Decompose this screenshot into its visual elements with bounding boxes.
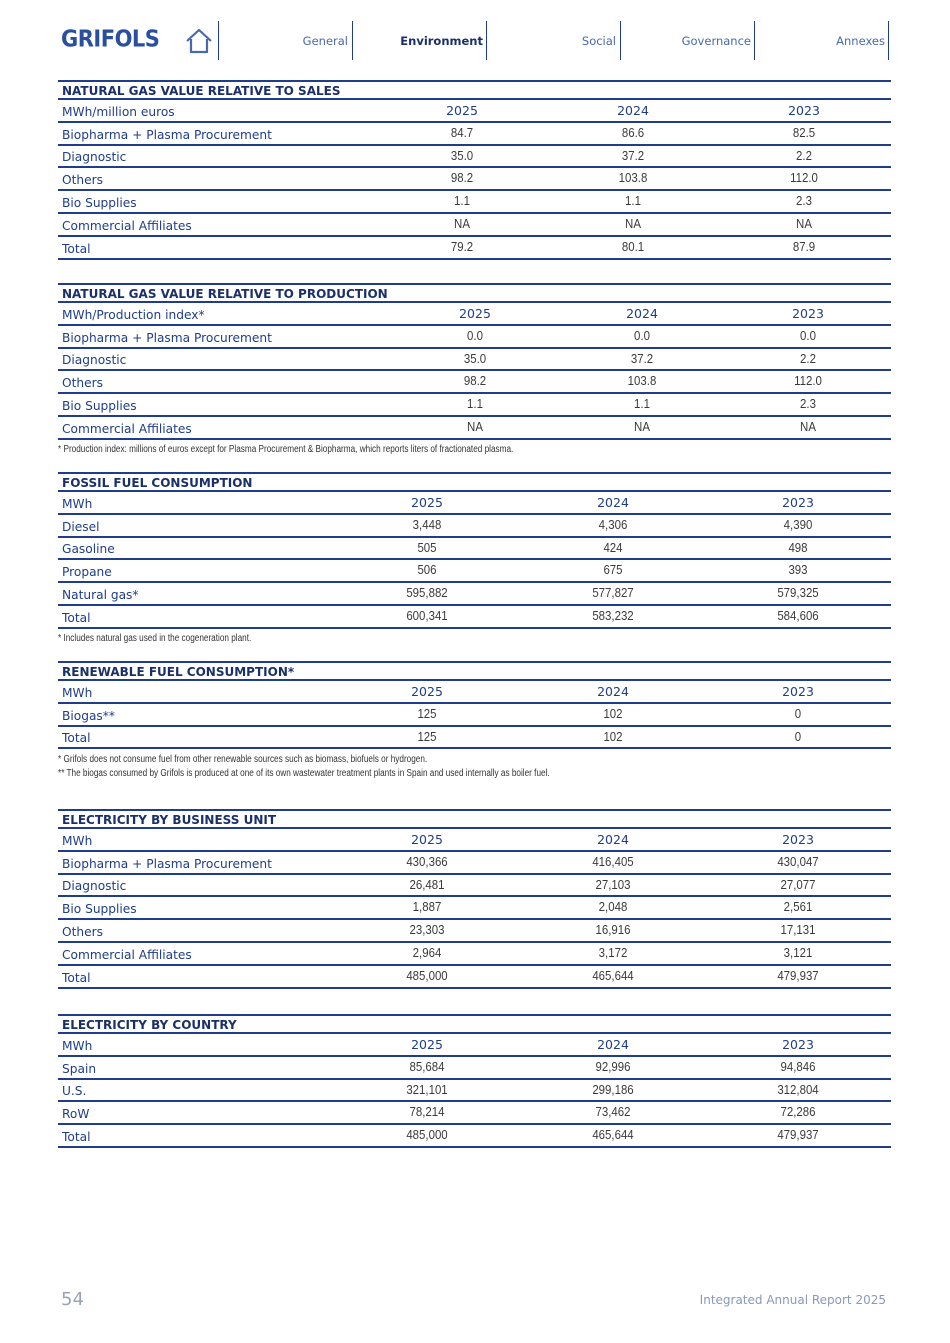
cell-value: 0 xyxy=(794,728,802,744)
year-header: 2023 xyxy=(782,832,814,847)
table-row xyxy=(58,897,891,920)
row-label: Diagnostic xyxy=(62,879,127,894)
footnote: ** The biogas consumed by Grifols is produced at one of its own wastewater treatment plants in Spain and used internally as boiler fuel. xyxy=(58,768,550,779)
cell-value: 87.9 xyxy=(792,238,816,254)
cell-value: 27,077 xyxy=(780,876,816,892)
nav-divider xyxy=(486,21,487,60)
cell-value: 0.0 xyxy=(634,327,650,343)
cell-value: 0.0 xyxy=(800,327,816,343)
year-header: 2023 xyxy=(782,495,814,510)
cell-value: 86.6 xyxy=(621,124,645,140)
nav-divider xyxy=(888,21,889,60)
cell-value: 583,232 xyxy=(592,607,634,623)
cell-value: 430,047 xyxy=(777,853,819,869)
cell-value: 17,131 xyxy=(780,922,816,938)
row-label: Others xyxy=(62,924,103,939)
year-header: 2025 xyxy=(411,495,443,510)
row-label: Biogas** xyxy=(62,708,115,723)
cell-value: 94,846 xyxy=(780,1058,816,1074)
year-header: 2025 xyxy=(446,103,478,118)
row-label: Others xyxy=(62,376,103,391)
cell-value: 2,048 xyxy=(598,899,628,915)
table-header-row xyxy=(58,1034,891,1057)
table-header-row xyxy=(58,681,891,704)
cell-value: 1.1 xyxy=(467,396,483,412)
row-label: Bio Supplies xyxy=(62,195,137,210)
cell-value: 1.1 xyxy=(625,193,641,209)
cell-value: 0.0 xyxy=(467,327,483,343)
nav-annexes[interactable]: Annexes xyxy=(836,34,885,48)
table-title: ELECTRICITY BY BUSINESS UNIT xyxy=(58,809,891,829)
year-header: 2025 xyxy=(411,684,443,699)
table-header-row xyxy=(58,492,891,515)
table-header-row xyxy=(58,100,891,123)
table-row xyxy=(58,852,891,875)
cell-value: 0 xyxy=(794,705,802,721)
table-row xyxy=(58,191,891,214)
nav-divider xyxy=(218,21,219,60)
row-label: Biopharma + Plasma Procurement xyxy=(62,330,272,345)
footnote: * Production index: millions of euros except for Plasma Procurement & Biopharma, which reports liters of fractionated plasma. xyxy=(58,444,514,455)
cell-value: 1.1 xyxy=(634,396,650,412)
table-header-row xyxy=(58,829,891,852)
cell-value: NA xyxy=(467,418,483,434)
row-label: Bio Supplies xyxy=(62,398,137,413)
year-header: 2024 xyxy=(597,495,629,510)
row-label: Commercial Affiliates xyxy=(62,218,192,233)
cell-value: 73,462 xyxy=(595,1104,631,1120)
row-label: Gasoline xyxy=(62,542,115,557)
cell-value: 85,684 xyxy=(409,1058,445,1074)
table-row xyxy=(58,606,891,629)
cell-value: 675 xyxy=(603,562,623,578)
nav-divider xyxy=(352,21,353,60)
table-row xyxy=(58,326,891,349)
cell-value: 479,937 xyxy=(777,967,819,983)
cell-value: 2.2 xyxy=(796,147,812,163)
page-number: 54 xyxy=(61,1289,84,1310)
row-label: Bio Supplies xyxy=(62,902,137,917)
cell-value: 498 xyxy=(788,539,808,555)
year-header: 2025 xyxy=(459,306,491,321)
cell-value: 23,303 xyxy=(409,922,445,938)
cell-value: 82.5 xyxy=(792,124,816,140)
row-label: Total xyxy=(62,610,91,625)
year-header: 2023 xyxy=(782,684,814,699)
table-row xyxy=(58,168,891,191)
cell-value: 37.2 xyxy=(621,147,645,163)
unit-label: MWh xyxy=(62,496,93,511)
natural-gas-production-table xyxy=(58,283,891,440)
table-row xyxy=(58,349,891,372)
cell-value: 505 xyxy=(417,539,437,555)
nav-environment[interactable]: Environment xyxy=(400,34,483,48)
cell-value: 416,405 xyxy=(592,853,634,869)
row-label: Diagnostic xyxy=(62,150,127,165)
cell-value: 584,606 xyxy=(777,607,819,623)
cell-value: 2,964 xyxy=(412,944,442,960)
row-label: Total xyxy=(62,970,91,985)
cell-value: 393 xyxy=(788,562,808,578)
row-label: Propane xyxy=(62,565,112,580)
row-label: Total xyxy=(62,731,91,746)
cell-value: 312,804 xyxy=(777,1081,819,1097)
unit-label: MWh/million euros xyxy=(62,104,175,119)
table-row xyxy=(58,146,891,169)
cell-value: 112.0 xyxy=(790,170,818,186)
cell-value: 92,996 xyxy=(595,1058,631,1074)
cell-value: 577,827 xyxy=(592,585,634,601)
cell-value: 102 xyxy=(603,705,623,721)
fossil-fuel-table xyxy=(58,472,891,629)
table-row xyxy=(58,966,891,989)
nav-governance[interactable]: Governance xyxy=(681,34,751,48)
cell-value: 26,481 xyxy=(409,876,445,892)
year-header: 2023 xyxy=(782,1037,814,1052)
unit-label: MWh xyxy=(62,833,93,848)
table-row xyxy=(58,583,891,606)
cell-value: 1.1 xyxy=(454,193,470,209)
table-title: ELECTRICITY BY COUNTRY xyxy=(58,1014,891,1034)
row-label: Commercial Affiliates xyxy=(62,421,192,436)
cell-value: NA xyxy=(800,418,816,434)
table-title: NATURAL GAS VALUE RELATIVE TO SALES xyxy=(58,80,891,100)
cell-value: NA xyxy=(634,418,650,434)
cell-value: 3,121 xyxy=(783,944,813,960)
cell-value: 35.0 xyxy=(463,350,487,366)
cell-value: 72,286 xyxy=(780,1104,816,1120)
table-title: NATURAL GAS VALUE RELATIVE TO PRODUCTION xyxy=(58,283,891,303)
table-row xyxy=(58,371,891,394)
year-header: 2023 xyxy=(792,306,824,321)
cell-value: 4,306 xyxy=(598,516,628,532)
cell-value: 2.3 xyxy=(796,193,812,209)
cell-value: 27,103 xyxy=(595,876,631,892)
cell-value: 465,644 xyxy=(592,1127,634,1143)
row-label: Biopharma + Plasma Procurement xyxy=(62,856,272,871)
footnote: * Grifols does not consume fuel from other renewable sources such as biomass, biofuels or hydrogen. xyxy=(58,754,428,765)
table-title: FOSSIL FUEL CONSUMPTION xyxy=(58,472,891,492)
cell-value: 79.2 xyxy=(450,238,474,254)
cell-value: 4,390 xyxy=(783,516,813,532)
cell-value: 479,937 xyxy=(777,1127,819,1143)
table-row xyxy=(58,538,891,561)
unit-label: MWh/Production index* xyxy=(62,307,205,322)
row-label: Diesel xyxy=(62,519,100,534)
row-label: Total xyxy=(62,1129,91,1144)
row-label: Others xyxy=(62,173,103,188)
cell-value: 3,448 xyxy=(412,516,442,532)
row-label: Commercial Affiliates xyxy=(62,947,192,962)
table-row xyxy=(58,943,891,966)
cell-value: 506 xyxy=(417,562,437,578)
row-label: Diagnostic xyxy=(62,353,127,368)
table-row xyxy=(58,237,891,260)
cell-value: 595,882 xyxy=(406,585,448,601)
cell-value: 2.2 xyxy=(800,350,816,366)
table-row xyxy=(58,1102,891,1125)
row-label: RoW xyxy=(62,1107,90,1122)
unit-label: MWh xyxy=(62,1038,93,1053)
unit-label: MWh xyxy=(62,685,93,700)
cell-value: NA xyxy=(796,215,812,231)
cell-value: NA xyxy=(454,215,470,231)
cell-value: 103.8 xyxy=(627,373,657,389)
cell-value: 98.2 xyxy=(450,170,474,186)
year-header: 2025 xyxy=(411,832,443,847)
row-label: U.S. xyxy=(62,1084,87,1099)
cell-value: 485,000 xyxy=(406,1127,448,1143)
cell-value: 430,366 xyxy=(406,853,448,869)
table-row xyxy=(58,1057,891,1080)
table-row xyxy=(58,394,891,417)
row-label: Total xyxy=(62,241,91,256)
row-label: Natural gas* xyxy=(62,587,139,602)
page-header xyxy=(0,0,950,70)
cell-value: 125 xyxy=(417,728,437,744)
nav-social[interactable]: Social xyxy=(581,34,616,48)
cell-value: 35.0 xyxy=(450,147,474,163)
table-row xyxy=(58,727,891,750)
row-label: Biopharma + Plasma Procurement xyxy=(62,127,272,142)
home-icon[interactable] xyxy=(184,27,214,55)
table-row xyxy=(58,920,891,943)
cell-value: 424 xyxy=(603,539,623,555)
cell-value: 1,887 xyxy=(412,899,442,915)
cell-value: 84.7 xyxy=(450,124,474,140)
year-header: 2025 xyxy=(411,1037,443,1052)
cell-value: 103.8 xyxy=(618,170,648,186)
report-name: Integrated Annual Report 2025 xyxy=(699,1293,886,1307)
grifols-logo[interactable]: GRIFOLS xyxy=(61,25,160,53)
cell-value: 112.0 xyxy=(794,373,822,389)
cell-value: NA xyxy=(625,215,641,231)
cell-value: 37.2 xyxy=(630,350,654,366)
table-header-row xyxy=(58,303,891,326)
cell-value: 2,561 xyxy=(783,899,813,915)
year-header: 2024 xyxy=(597,1037,629,1052)
cell-value: 600,341 xyxy=(406,607,448,623)
cell-value: 16,916 xyxy=(595,922,631,938)
table-row xyxy=(58,1125,891,1148)
cell-value: 125 xyxy=(417,705,437,721)
renewable-fuel-table xyxy=(58,661,891,749)
table-row xyxy=(58,875,891,898)
year-header: 2024 xyxy=(617,103,649,118)
table-row xyxy=(58,1080,891,1103)
electricity-country-table xyxy=(58,1014,891,1148)
table-title: RENEWABLE FUEL CONSUMPTION* xyxy=(58,661,891,681)
natural-gas-sales-table xyxy=(58,80,891,260)
nav-divider xyxy=(620,21,621,60)
nav-divider xyxy=(754,21,755,60)
nav-general[interactable]: General xyxy=(302,34,348,48)
table-row xyxy=(58,560,891,583)
cell-value: 465,644 xyxy=(592,967,634,983)
cell-value: 485,000 xyxy=(406,967,448,983)
cell-value: 579,325 xyxy=(777,585,819,601)
cell-value: 2.3 xyxy=(800,396,816,412)
year-header: 2023 xyxy=(788,103,820,118)
year-header: 2024 xyxy=(597,684,629,699)
table-row xyxy=(58,123,891,146)
table-row xyxy=(58,704,891,727)
cell-value: 299,186 xyxy=(592,1081,634,1097)
footnote: * Includes natural gas used in the cogeneration plant. xyxy=(58,633,252,644)
row-label: Spain xyxy=(62,1061,97,1076)
cell-value: 78,214 xyxy=(409,1104,445,1120)
electricity-business-unit-table xyxy=(58,809,891,989)
cell-value: 80.1 xyxy=(621,238,645,254)
table-row xyxy=(58,417,891,440)
cell-value: 3,172 xyxy=(598,944,628,960)
cell-value: 321,101 xyxy=(406,1081,448,1097)
year-header: 2024 xyxy=(597,832,629,847)
table-row xyxy=(58,214,891,237)
cell-value: 102 xyxy=(603,728,623,744)
year-header: 2024 xyxy=(626,306,658,321)
cell-value: 98.2 xyxy=(463,373,487,389)
table-row xyxy=(58,515,891,538)
